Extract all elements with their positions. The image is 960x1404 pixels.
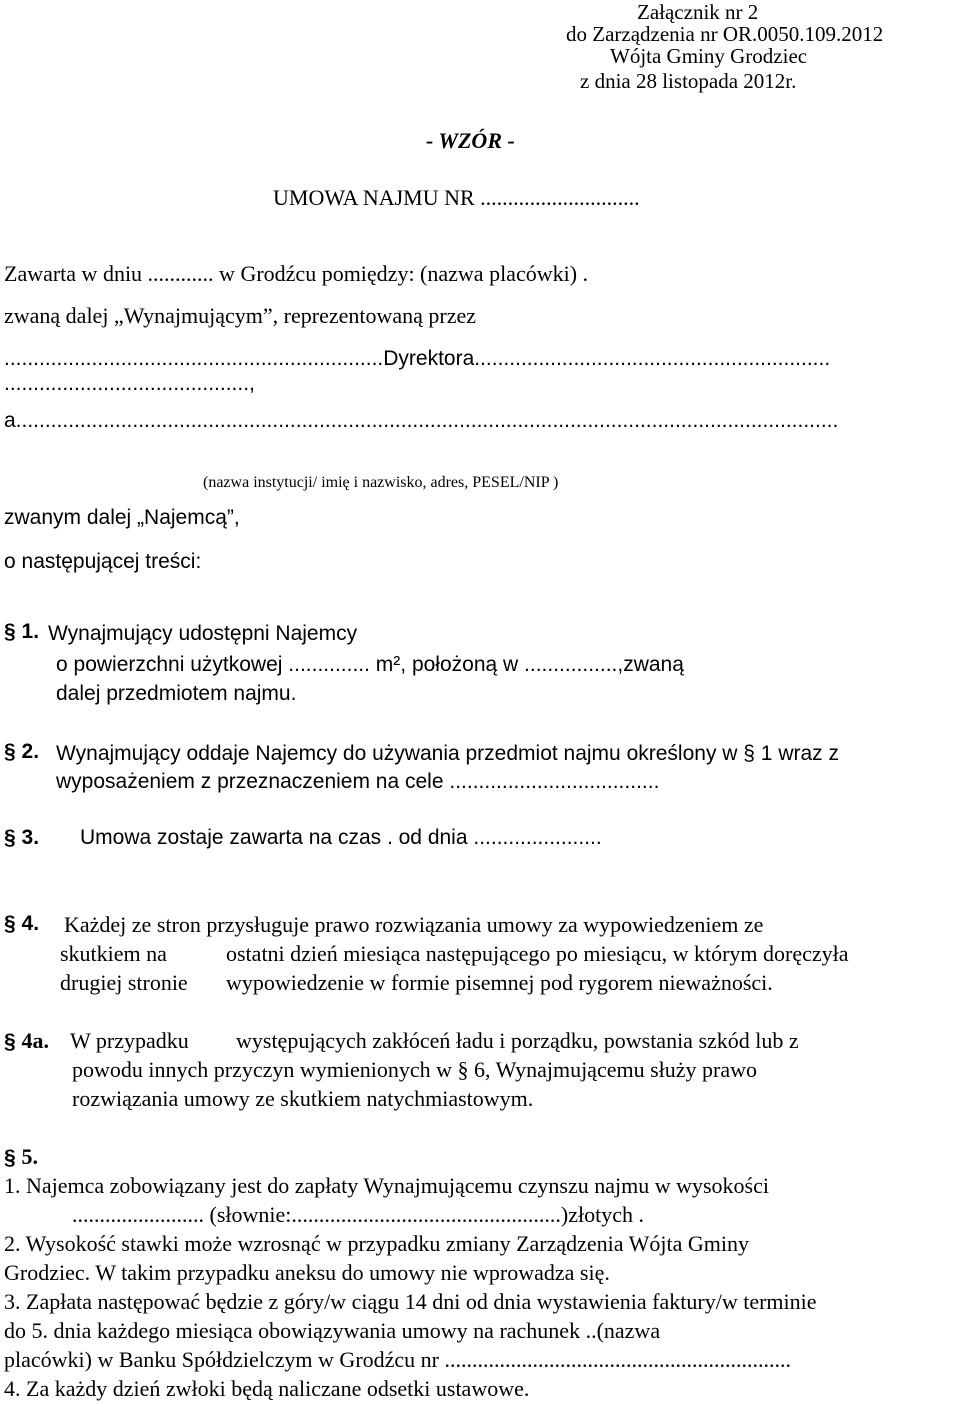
intro-line-6: zwanym dalej „Najemcą”, <box>4 506 240 529</box>
section-2-text-b: 1 wraz z <box>754 742 839 765</box>
intro-line-3: .................................................................Dyrektora............................................................. <box>4 347 831 370</box>
section-4a-text-b: 6, Wynajmującemu służy prawo <box>468 1057 758 1082</box>
section-5-point-3a: 3. Zapłata następować będzie z góry/w ciągu 14 dni od dnia wystawienia faktury/w terminie <box>4 1289 817 1314</box>
section-4-heading <box>4 912 39 936</box>
section-4-line-2b: ostatni dzień miesiąca następującego po miesiącu, w którym doręczyła <box>226 941 849 966</box>
section-3-heading <box>4 826 39 850</box>
template-label: - WZÓR - <box>426 128 515 153</box>
section-mark: § <box>4 1030 16 1053</box>
section-number: 5. <box>21 1144 39 1169</box>
section-1-line-1 <box>48 622 357 646</box>
ordinance-reference: do Zarządzenia nr OR.0050.109.2012 <box>566 22 884 46</box>
section-mark: § <box>4 912 16 935</box>
section-4a-text-a: powodu innych przyczyn wymienionych w <box>72 1057 458 1082</box>
section-number: 1. <box>21 620 40 643</box>
section-4a-line-2 <box>72 1057 757 1083</box>
section-4-line-2a: skutkiem na <box>60 941 167 966</box>
section-4-line-3b: wypowiedzenie w formie pisemnej pod rygorem nieważności. <box>226 970 773 995</box>
section-1-line-3: dalej przedmiotem najmu. <box>56 682 297 705</box>
section-1-text: Wynajmujący udostępni Najemcy <box>48 622 358 645</box>
intro-line-1: Zawarta w dniu ............ w Grodźcu pomiędzy: (nazwa placówki) . <box>4 261 589 286</box>
section-2-line-1 <box>56 742 839 766</box>
section-4-line-1: Każdej ze stron przysługuje prawo rozwiązania umowy za wypowiedzeniem ze <box>64 912 764 937</box>
attachment-number: Załącznik nr 2 <box>637 0 759 24</box>
section-mark: § <box>4 1146 16 1169</box>
section-5-point-3b: do 5. dnia każdego miesiąca obowiązywania umowy na rachunek ..(nazwa <box>4 1318 661 1343</box>
section-5-point-3c: placówki) w Banku Spółdzielczym w Grodźcu nr ............................................................... <box>4 1347 791 1372</box>
section-mark: § <box>4 740 16 763</box>
section-number: 3. <box>21 826 40 849</box>
section-1-line-2: o powierzchni użytkowej .............. m², położoną w ................,zwaną <box>56 653 684 676</box>
section-4a-line-3: rozwiązania umowy ze skutkiem natychmiastowym. <box>72 1086 534 1111</box>
section-number: 2. <box>21 740 40 763</box>
section-3-line-1: Umowa zostaje zawarta na czas . od dnia ...................... <box>80 826 602 849</box>
section-2-text-a: Wynajmujący oddaje Najemcy do używania przedmiot najmu określony w <box>56 742 744 765</box>
section-mark-inline: § <box>457 1057 469 1082</box>
section-4a-line-1b: występujących zakłóceń ładu i porządku, powstania szkód lub z <box>236 1028 799 1053</box>
date-line: z dnia 28 listopada 2012r. <box>580 69 797 93</box>
document-title: UMOWA NAJMU NR ............................. <box>273 185 640 210</box>
section-mark-inline: § <box>743 742 755 765</box>
issuer-line: Wójta Gminy Grodziec <box>610 44 808 68</box>
section-5-point-1a: 1. Najemca zobowiązany jest do zapłaty Wynajmującemu czynszu najmu w wysokości <box>4 1173 769 1198</box>
section-4-line-3a: drugiej stronie <box>60 970 188 995</box>
section-5-point-2a: 2. Wysokość stawki może wzrosnąć w przypadku zmiany Zarządzenia Wójta Gminy <box>4 1231 750 1256</box>
intro-line-7: o następującej treści: <box>4 550 202 573</box>
intro-line-5: a............................................................................................................................................. <box>4 409 839 432</box>
section-1-heading <box>4 620 39 644</box>
party-caption: (nazwa instytucji/ imię i nazwisko, adres, PESEL/NIP ) <box>203 474 559 491</box>
section-number: 4. <box>21 912 40 935</box>
section-mark: § <box>4 620 16 643</box>
section-5-point-4: 4. Za każdy dzień zwłoki będą naliczane odsetki ustawowe. <box>4 1376 530 1401</box>
section-5-heading <box>4 1144 38 1170</box>
section-2-line-2: wyposażeniem z przeznaczeniem na cele .................................... <box>56 770 660 793</box>
section-4a-heading <box>4 1028 49 1054</box>
intro-line-4: .........................................., <box>4 372 255 395</box>
section-4a-line-1a: W przypadku <box>70 1028 189 1053</box>
section-5-point-1b: ........................ (słownie:.................................................)złotych . <box>72 1202 644 1227</box>
section-mark: § <box>4 826 16 849</box>
section-5-point-2b: Grodziec. W takim przypadku aneksu do umowy nie wprowadza się. <box>4 1260 610 1285</box>
section-2-heading <box>4 740 39 764</box>
intro-line-2: zwaną dalej „Wynajmującym”, reprezentowaną przez <box>4 303 477 328</box>
section-number: 4a. <box>21 1028 50 1053</box>
